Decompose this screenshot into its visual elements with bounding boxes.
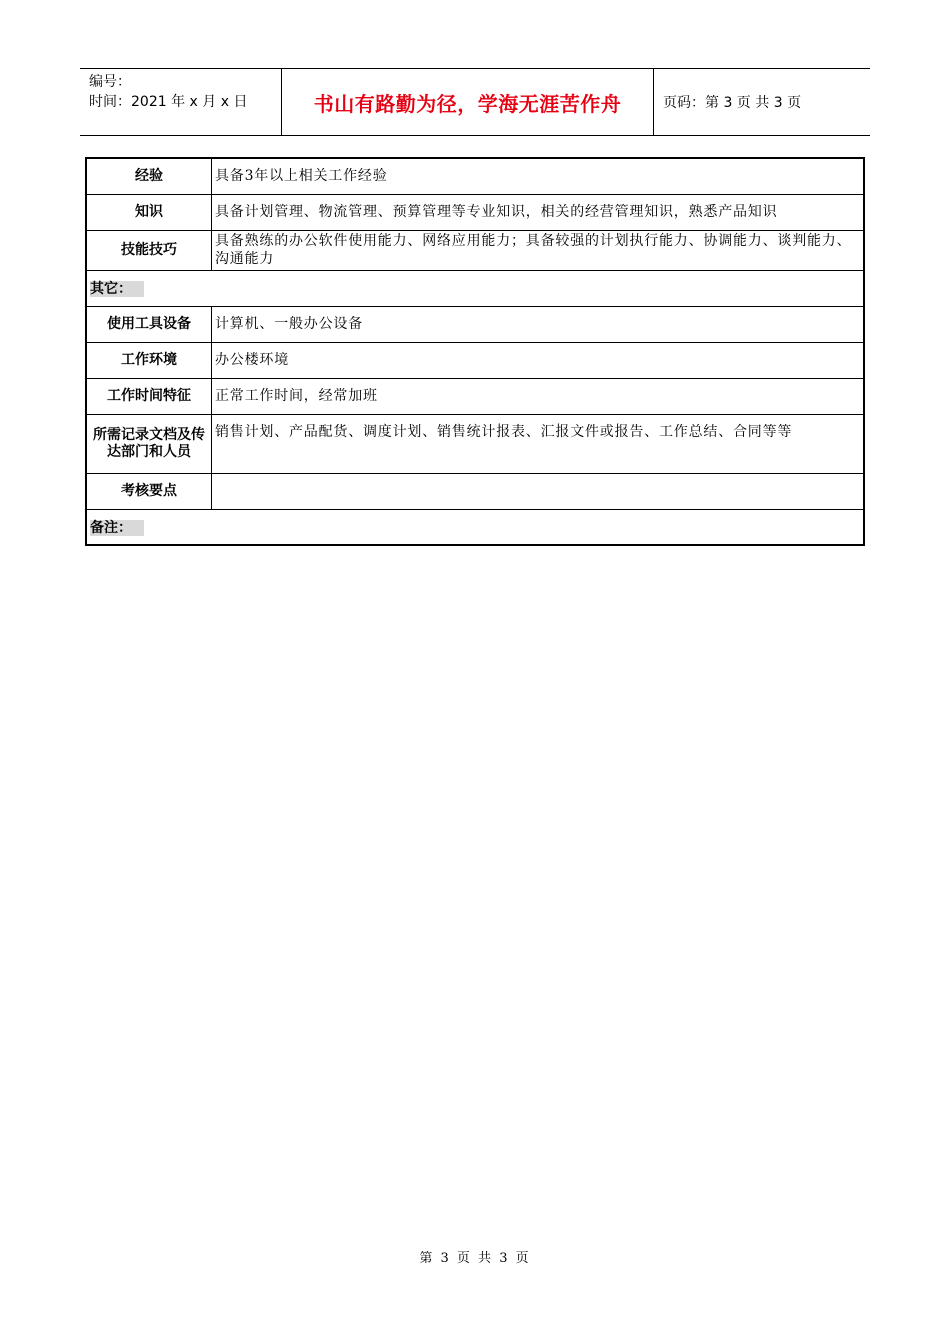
row-value-skills: 具备熟练的办公软件使用能力、网络应用能力；具备较强的计划执行能力、协调能力、谈判能力、沟通能力 — [212, 230, 865, 270]
row-value-tools: 计算机、一般办公设备 — [212, 306, 865, 342]
section-other — [86, 270, 864, 306]
table-row — [86, 378, 864, 414]
row-value-work-time: 正常工作时间，经常加班 — [212, 378, 865, 414]
section-remarks — [86, 509, 864, 545]
row-label-assessment: 考核要点 — [86, 473, 212, 509]
section-other-label: 其它： — [90, 281, 144, 297]
table-row — [86, 509, 864, 545]
header-left — [80, 69, 282, 135]
document-number-label: 编号： — [89, 74, 131, 90]
header-motto-cell — [282, 69, 654, 135]
row-label-knowledge: 知识 — [86, 194, 212, 230]
row-label-work-time: 工作时间特征 — [86, 378, 212, 414]
document-date: 时间：2021 年 x 月 x 日 — [89, 94, 248, 110]
row-label-environment: 工作环境 — [86, 342, 212, 378]
table-row — [86, 230, 864, 270]
row-label-records: 所需记录文档及传达部门和人员 — [86, 414, 212, 473]
row-label-skills: 技能技巧 — [86, 230, 212, 270]
page-header — [80, 68, 870, 136]
table-row — [86, 194, 864, 230]
row-value-environment: 办公楼环境 — [212, 342, 865, 378]
row-label-tools: 使用工具设备 — [86, 306, 212, 342]
table-row — [86, 342, 864, 378]
section-remarks-label: 备注： — [90, 520, 144, 536]
table-row — [86, 158, 864, 194]
row-label-experience: 经验 — [86, 158, 212, 194]
table-row — [86, 473, 864, 509]
table-row — [86, 414, 864, 473]
row-value-experience: 具备3年以上相关工作经验 — [212, 158, 865, 194]
row-value-records: 销售计划、产品配货、调度计划、销售统计报表、汇报文件或报告、工作总结、合同等等 — [212, 414, 865, 473]
row-value-assessment — [212, 473, 865, 509]
job-description-table — [85, 157, 865, 546]
table-row — [86, 270, 864, 306]
table-row — [86, 306, 864, 342]
header-page-info: 页码：第 3 页 共 3 页 — [663, 95, 802, 111]
header-motto: 书山有路勤为径，学海无涯苦作舟 — [313, 91, 622, 116]
row-value-knowledge: 具备计划管理、物流管理、预算管理等专业知识，相关的经营管理知识，熟悉产品知识 — [212, 194, 865, 230]
page-footer: 第 3 页 共 3 页 — [419, 1251, 531, 1266]
